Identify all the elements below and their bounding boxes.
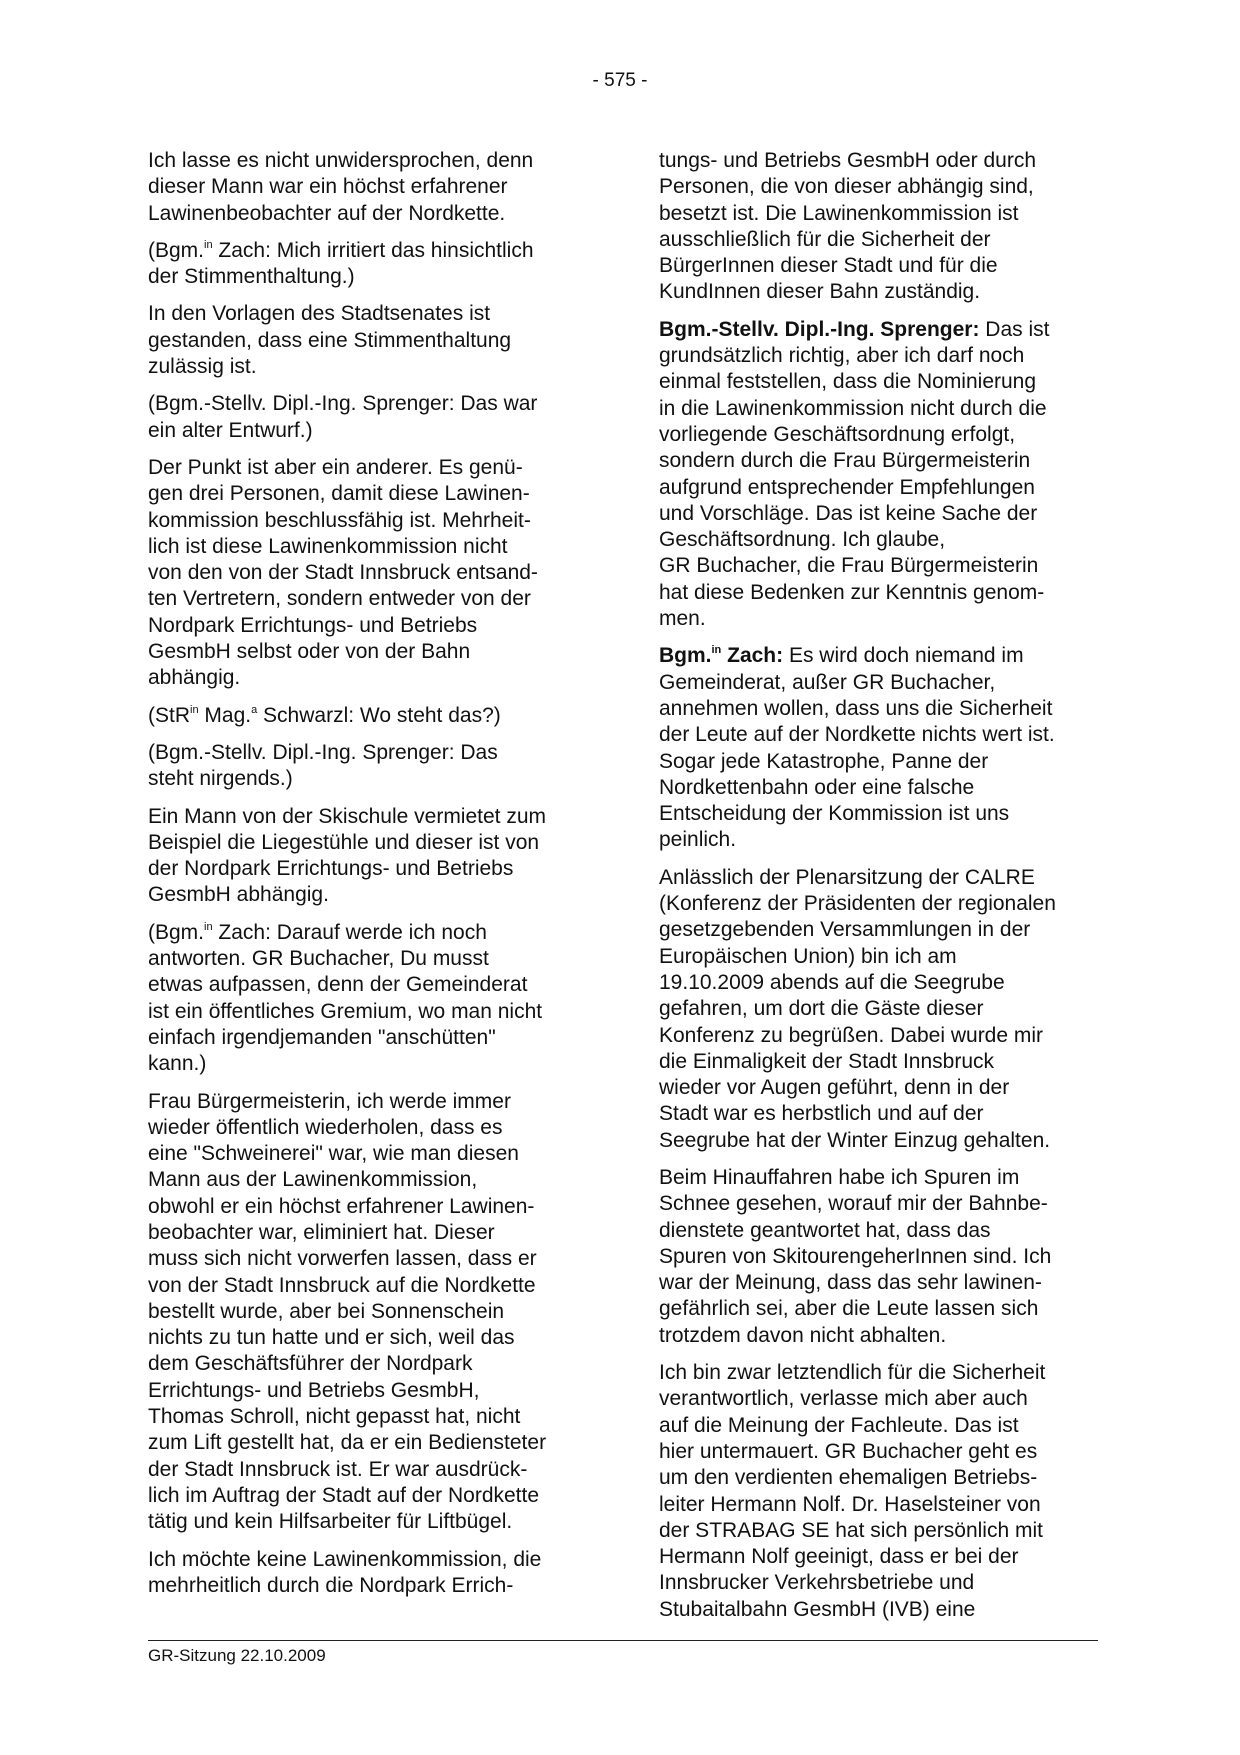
page-number: - 575 - <box>592 70 648 91</box>
paragraph <box>148 238 590 291</box>
superscript: in <box>190 703 199 716</box>
paragraph <box>659 865 1101 1154</box>
paragraph <box>148 301 590 380</box>
paragraph <box>148 391 590 444</box>
paragraph-text: Das ist grundsätzlich richtig, aber ich darf noch einmal feststellen, dass die Nominierung in die Lawinenkommission nicht durch die vorliegende Geschäftsordnung erfolgt, sondern durch die Frau Bürgermeisterin aufgrund entsprechender Empfehlungen und Vorschläge. Das ist keine Sache der Geschäftsordnung. Ich glaube, GR Buchacher, die Frau Bürgermeisterin hat diese Bedenken zur Kenntnis genom- men. <box>659 317 1050 631</box>
paragraph <box>148 804 590 909</box>
paragraph <box>148 920 590 1078</box>
paragraph <box>148 455 590 692</box>
paragraph-text: Der Punkt ist aber ein anderer. Es genü- gen drei Personen, damit diese Lawinen- kommission beschlussfähig ist. Mehrheit- lich ist diese Lawinenkommission nicht von den von der Stadt Innsbruck entsand- ten Vertretern, sondern entweder von der Nordpark Errichtungs- und Betriebs GesmbH selbst oder von der Bahn abhängig. <box>148 455 538 690</box>
paragraph <box>659 148 1101 306</box>
paragraph-text: Frau Bürgermeisterin, ich werde immer wieder öffentlich wiederholen, dass es eine "Schweinerei" war, wie man diesen Mann aus der Lawinenkommission, obwohl er ein höchst erfahrener Lawinen- beobachter war, eliminiert hat. Dieser muss sich nicht vorwerfen lassen, dass er von der Stadt Innsbruck auf die Nordkette bestellt wurde, aber bei Sonnenschein nichts zu tun hatte und er sich, weil das dem Geschäftsführer der Nordpark Errichtungs- und Betriebs GesmbH, Thomas Schroll, nicht gepasst hat, nicht zum Lift gestellt hat, da er ein Bediensteter der Stadt Innsbruck ist. Er war ausdrück- lich im Auftrag der Stadt auf der Nordkette tätig und kein Hilfsarbeiter für Liftbügel. <box>148 1089 547 1534</box>
paragraph-text: Zach: Darauf werde ich noch antworten. GR Buchacher, Du musst etwas aufpassen, denn der Gemeinderat ist ein öffentliches Gremium, wo man nicht einfach irgendjemanden "anschütten" kann.) <box>148 920 543 1076</box>
paragraph-text: Anlässlich der Plenarsitzung der CALRE (Konferenz der Präsidenten der regionalen gesetzgebenden Versammlungen in der Europäischen Union) bin ich am 19.10.2009 abends auf die Seegrube gefahren, um dort die Gäste dieser Konferenz zu begrüßen. Dabei wurde mir die Einmaligkeit der Stadt Innsbruck wieder vor Augen geführt, denn in der Stadt war es herbstlich und auf der Seegrube hat der Winter Einzug gehalten. <box>659 865 1056 1152</box>
speaker-name: Bgm.-Stellv. Dipl.-Ing. Sprenger: <box>659 317 980 341</box>
paragraph-text: Ich möchte keine Lawinenkommission, die mehrheitlich durch die Nordpark Errich- <box>148 1547 542 1597</box>
paragraph <box>148 740 590 793</box>
paragraph <box>148 1547 590 1600</box>
paragraph-text: In den Vorlagen des Stadtsenates ist gestanden, dass eine Stimmenthaltung zulässig ist. <box>148 302 512 379</box>
paragraph-text: (StR <box>148 703 190 727</box>
paragraph-text: Ich lasse es nicht unwidersprochen, denn dieser Mann war ein höchst erfahrener Lawinenbeobachter auf der Nordkette. <box>148 149 534 225</box>
paragraph <box>148 148 590 227</box>
paragraph <box>659 1165 1101 1349</box>
paragraph-text: (Bgm.-Stellv. Dipl.-Ing. Sprenger: Das steht nirgends.) <box>148 740 498 791</box>
paragraph <box>148 703 590 729</box>
paragraph-text: Beim Hinauffahren habe ich Spuren im Schnee gesehen, worauf mir der Bahnbe- dienstete geantwortet hat, dass das Spuren von SkitourengeherInnen sind. Ich war der Meinung, dass das sehr lawinen- gefährlich sei, aber die Leute lassen sich trotzdem davon nicht abhalten. <box>659 1165 1052 1347</box>
right-column <box>659 148 1101 1634</box>
paragraph <box>148 1089 590 1536</box>
superscript: in <box>204 238 213 251</box>
superscript: in <box>204 920 213 933</box>
paragraph-text: (Bgm. <box>148 920 205 944</box>
paragraph-text: Ich bin zwar letztendlich für die Sicherheit verantwortlich, verlasse mich aber auch auf die Meinung der Fachleute. Das ist hier untermauert. GR Buchacher geht es um den verdienten ehemaligen Betriebs- leiter Hermann Nolf. Dr. Haselsteiner von der STRABAG SE hat sich persönlich mit Hermann Nolf geeinigt, dass er bei der Innsbrucker Verkehrsbetriebe und Stubaitalbahn GesmbH (IVB) eine <box>659 1361 1046 1621</box>
paragraph-text: (Bgm.-Stellv. Dipl.-Ing. Sprenger: Das war ein alter Entwurf.) <box>148 392 538 442</box>
paragraph <box>659 317 1101 633</box>
paragraph-text: tungs- und Betriebs GesmbH oder durch Personen, die von dieser abhängig sind, besetzt ist. Die Lawinenkommission ist ausschließlich für die Sicherheit der BürgerInnen dieser Stadt und für die KundInnen dieser Bahn zuständig. <box>659 149 1037 304</box>
superscript: a <box>251 703 258 716</box>
superscript: in <box>711 644 722 657</box>
speaker-name: Zach: <box>721 644 784 668</box>
speaker-name: Bgm. <box>659 644 712 668</box>
paragraph-text: Ein Mann von der Skischule vermietet zum Beispiel die Liegestühle und dieser ist von der Nordpark Errichtungs- und Betriebs GesmbH abhängig. <box>148 804 547 907</box>
paragraph-text: Mag. <box>198 703 252 727</box>
paragraph-text: Es wird doch niemand im Gemeinderat, außer GR Buchacher, annehmen wollen, dass uns die Sicherheit der Leute auf der Nordkette nichts wert ist. Sogar jede Katastrophe, Panne der Nordkettenbahn oder eine falsche Entscheidung der Kommission ist uns peinlich. <box>659 644 1055 852</box>
paragraph <box>659 1360 1101 1623</box>
left-column <box>148 148 590 1610</box>
paragraph-text: Schwarzl: Wo steht das?) <box>257 703 501 727</box>
footer-divider <box>148 1640 1098 1641</box>
paragraph <box>659 643 1101 853</box>
paragraph-text: (Bgm. <box>148 238 205 262</box>
page-footer: GR-Sitzung 22.10.2009 <box>148 1646 326 1665</box>
paragraph-text: Zach: Mich irritiert das hinsichtlich der Stimmenthaltung.) <box>148 238 534 289</box>
